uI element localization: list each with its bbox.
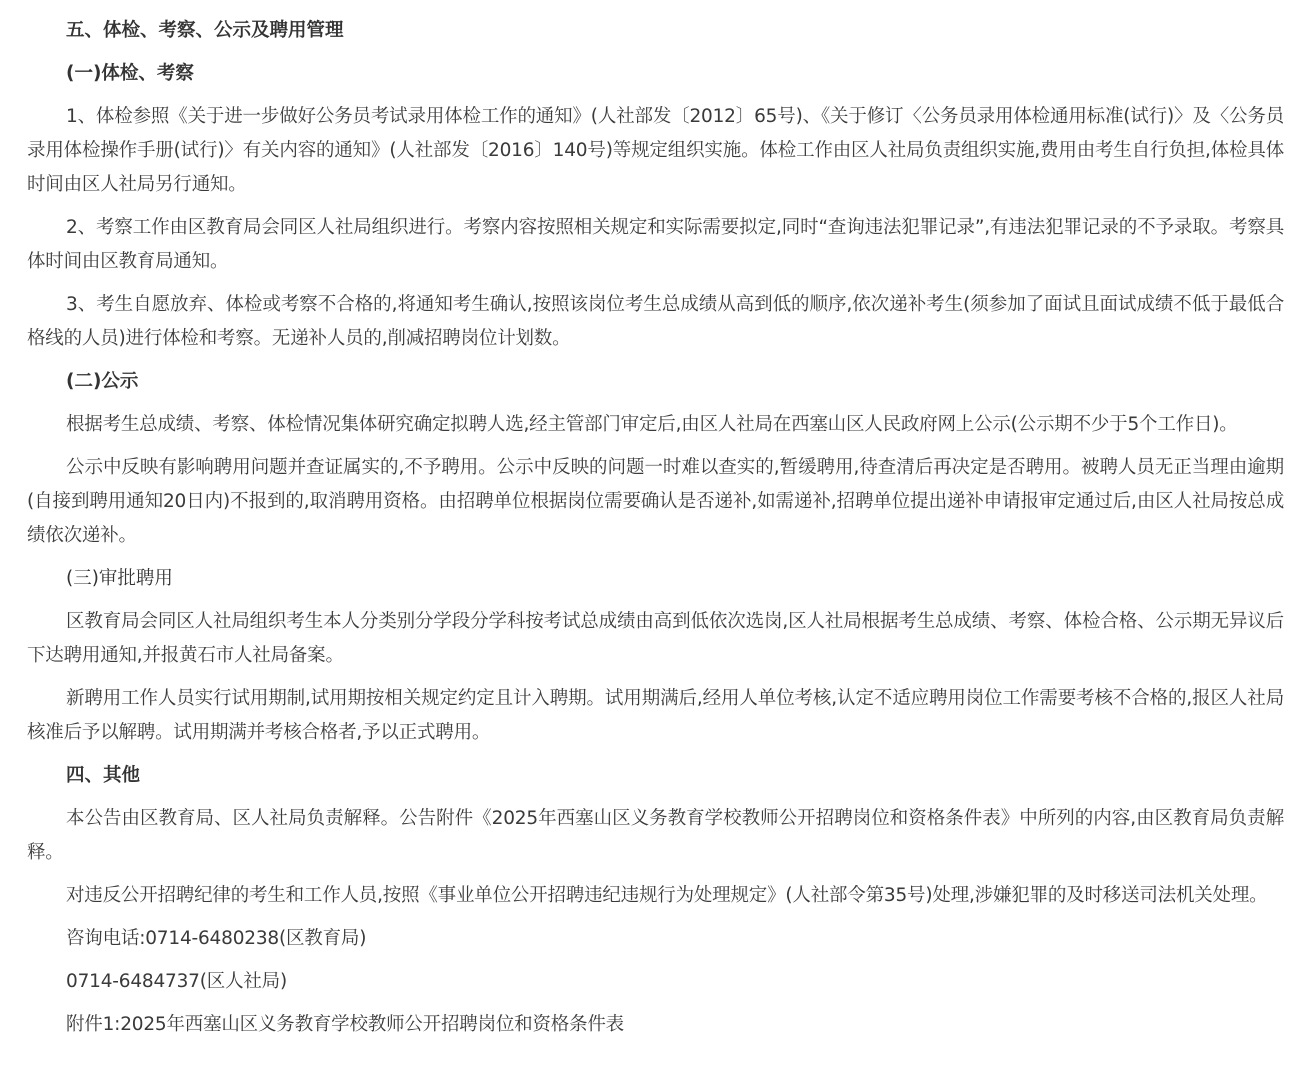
paragraph-publicity: 根据考生总成绩、考察、体检情况集体研究确定拟聘人选,经主管部门审定后,由区人社局在西塞山区人民政府网上公示(公示期不少于5个工作日)。	[66, 414, 1238, 435]
paragraph-publicity-issues: 公示中反映有影响聘用问题并查证属实的,不予聘用。公示中反映的问题一时难以查实的,暂缓聘用,待查清后再决定是否聘用。被聘人员无正当理由逾期(自接到聘用通知20日内)不报到的,取消聘用资格。由招聘单位根据岗位需要确认是否递补,如需递补,招聘单位提出递补申请报审定通过后,由区人社局按总成绩依次递补。	[27, 457, 1284, 546]
section-five-heading: 五、体检、考察、公示及聘用管理	[66, 20, 344, 41]
contact-phone-hr: 0714-6484737(区人社局)	[66, 971, 287, 992]
paragraph-probation: 新聘用工作人员实行试用期制,试用期按相关规定约定且计入聘期。试用期满后,经用人单位考核,认定不适应聘用岗位工作需要考核不合格的,报区人社局核准后予以解聘。试用期满并考核合格者,予以正式聘用。	[27, 688, 1284, 743]
attachment-link[interactable]: 附件1:2025年西塞山区义务教育学校教师公开招聘岗位和资格条件表	[66, 1014, 624, 1035]
subsection-approval-heading: (三)审批聘用	[66, 568, 173, 589]
paragraph-interpretation: 本公告由区教育局、区人社局负责解释。公告附件《2025年西塞山区义务教育学校教师公开招聘岗位和资格条件表》中所列的内容,由区教育局负责解释。	[27, 808, 1284, 863]
subsection-publicity-heading: (二)公示	[66, 371, 139, 392]
section-four-heading: 四、其他	[66, 765, 141, 786]
contact-phone-education: 咨询电话:0714-6480238(区教育局)	[66, 928, 367, 949]
paragraph-discipline: 对违反公开招聘纪律的考生和工作人员,按照《事业单位公开招聘违纪违规行为处理规定》(人社部令第35号)处理,涉嫌犯罪的及时移送司法机关处理。	[66, 885, 1268, 906]
paragraph-substitution: 3、考生自愿放弃、体检或考察不合格的,将通知考生确认,按照该岗位考生总成绩从高到低的顺序,依次递补考生(须参加了面试且面试成绩不低于最低合格线的人员)进行体检和考察。无递补人员的,削减招聘岗位计划数。	[27, 294, 1284, 349]
paragraph-approval: 区教育局会同区人社局组织考生本人分类别分学段分学科按考试总成绩由高到低依次选岗,区人社局根据考生总成绩、考察、体检合格、公示期无异议后下达聘用通知,并报黄石市人社局备案。	[27, 611, 1284, 666]
subsection-physical-exam-heading: (一)体检、考察	[66, 63, 194, 84]
paragraph-inspection: 2、考察工作由区教育局会同区人社局组织进行。考察内容按照相关规定和实际需要拟定,同时“查询违法犯罪记录”,有违法犯罪记录的不予录取。考察具体时间由区教育局通知。	[27, 217, 1284, 272]
paragraph-physical-exam: 1、体检参照《关于进一步做好公务员考试录用体检工作的通知》(人社部发〔2012〕65号)、《关于修订〈公务员录用体检通用标准(试行)〉及〈公务员录用体检操作手册(试行)〉有关内容的通知》(人社部发〔2016〕140号)等规定组织实施。体检工作由区人社局负责组织实施,费用由考生自行负担,体检具体时间由区人社局另行通知。	[27, 106, 1284, 195]
